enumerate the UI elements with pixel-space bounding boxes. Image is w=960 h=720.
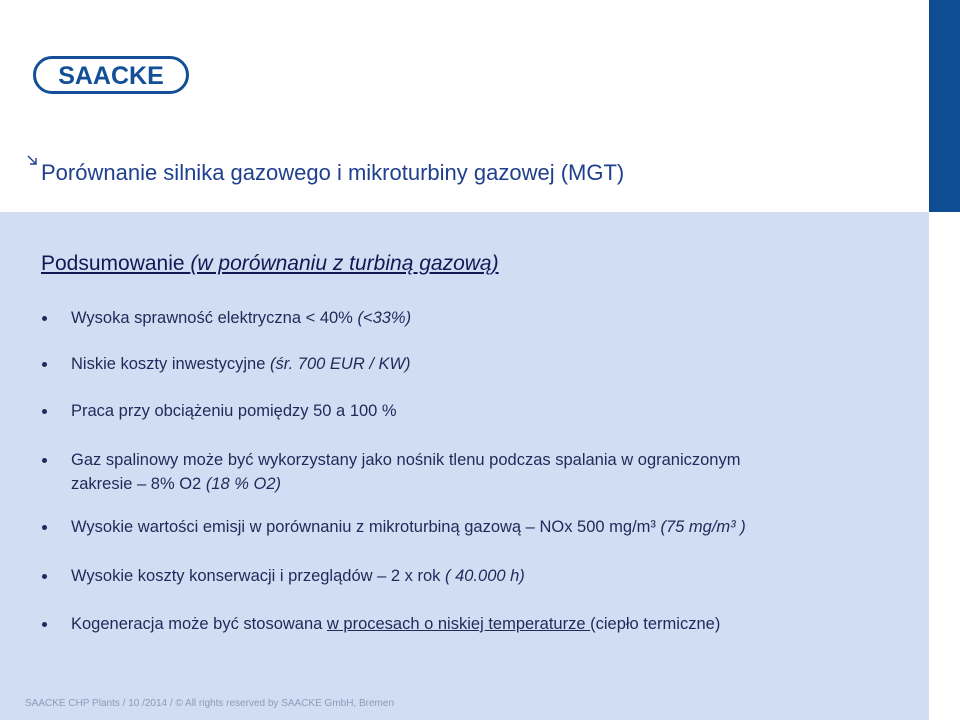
bullet-note: (śr. 700 EUR / KW) <box>269 355 411 373</box>
content-panel <box>0 212 929 720</box>
list-item <box>71 564 891 588</box>
bullet-tail: (ciepło termiczne) <box>590 615 721 633</box>
bullet-text: Kogeneracja może być stosowana <box>71 615 327 633</box>
accent-bar <box>929 0 960 212</box>
bullet-dot <box>42 409 47 414</box>
bullet-note: (18 % O2) <box>205 475 282 493</box>
arrow-down-right-icon <box>26 154 38 166</box>
list-item <box>71 306 891 330</box>
list-item <box>71 399 891 423</box>
bullet-underlined-text: w procesach o niskiej temperaturze <box>326 615 591 633</box>
bullet-text: Praca przy obciążeniu pomiędzy 50 a 100 % <box>71 402 397 420</box>
bullet-note: (<33%) <box>357 309 412 327</box>
bullet-dot <box>42 574 47 579</box>
bullet-text: Niskie koszty inwestycyjne <box>71 355 270 373</box>
list-item <box>71 515 891 539</box>
bullet-text: Wysokie wartości emisji w porównaniu z mikroturbiną gazową – NOx 500 mg/m³ <box>71 518 661 536</box>
subtitle-italic: (w porównaniu z turbiną gazową) <box>190 252 499 275</box>
bullet-note: (75 mg/m³ ) <box>660 518 746 536</box>
bullet-dot <box>42 622 47 627</box>
footer-copyright: SAACKE CHP Plants / 10 /2014 / © All rights reserved by SAACKE GmbH, Bremen <box>25 698 395 709</box>
bullet-dot <box>42 458 47 463</box>
bullet-note: ( 40.000 h) <box>445 567 525 585</box>
list-item <box>71 352 891 376</box>
bullet-dot <box>42 316 47 321</box>
logo-text: SAACKE <box>58 62 164 90</box>
section-subtitle <box>41 252 499 276</box>
list-item <box>71 448 891 496</box>
list-item <box>71 612 891 636</box>
bullet-text-continued: zakresie – 8% O2 <box>71 475 206 493</box>
saacke-logo <box>33 56 189 94</box>
page-title: Porównanie silnika gazowego i mikroturbiny gazowej (MGT) <box>41 160 625 185</box>
bullet-dot <box>42 525 47 530</box>
bullet-text: Gaz spalinowy może być wykorzystany jako nośnik tlenu podczas spalania w ograniczonym <box>71 451 741 469</box>
subtitle-main: Podsumowanie <box>41 252 191 275</box>
bullet-dot <box>42 362 47 367</box>
bullet-text: Wysoka sprawność elektryczna < 40% <box>71 309 358 327</box>
bullet-text: Wysokie koszty konserwacji i przeglądów – 2 x rok <box>71 567 445 585</box>
